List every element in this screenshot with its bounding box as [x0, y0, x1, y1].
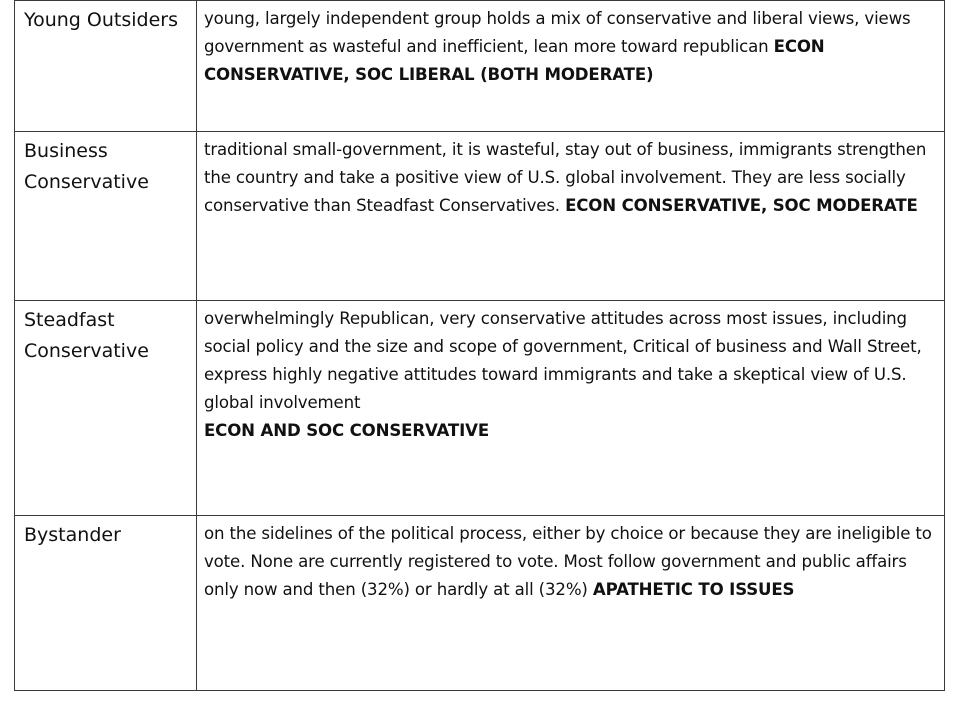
table-row-young-outsiders [15, 1, 945, 132]
group-name-cell [15, 516, 197, 691]
group-description: traditional small-government, it is wasteful, stay out of business, immigrants strengthen the country and take a positive view of U.S. global involvement. They are less socially conservative than Steadfast Conservatives. [204, 140, 927, 215]
group-name: Steadfast Conservative [24, 309, 149, 362]
group-classification: ECON CONSERVATIVE, SOC LIBERAL (BOTH MODERATE) [204, 37, 825, 84]
group-name-cell [15, 1, 197, 132]
group-name-cell [15, 301, 197, 516]
group-name: Young Outsiders [24, 9, 178, 31]
group-name: Bystander [24, 524, 121, 546]
description-cell [197, 516, 945, 691]
group-description: young, largely independent group holds a mix of conservative and liberal views, views government as wasteful and inefficient, lean more toward republican [204, 9, 911, 56]
political-typology-table [14, 0, 945, 691]
description-cell [197, 132, 945, 301]
description-cell [197, 1, 945, 132]
group-name: Business Conservative [24, 140, 149, 193]
group-description: overwhelmingly Republican, very conservative attitudes across most issues, including social policy and the size and scope of government, Critical of business and Wall Street, express highly negative attitudes toward immigrants and take a skeptical view of U.S. global involvement [204, 309, 922, 412]
group-classification: APATHETIC TO ISSUES [592, 580, 795, 599]
group-classification: ECON CONSERVATIVE, SOC MODERATE [565, 196, 918, 215]
group-classification: ECON AND SOC CONSERVATIVE [204, 421, 490, 440]
table-row-business-conservative [15, 132, 945, 301]
group-description: on the sidelines of the political process, either by choice or because they are ineligible to vote. None are currently registered to vote. Most follow government and public affairs only now and then (32%) or hardly at all (32%) [204, 524, 932, 599]
description-cell [197, 301, 945, 516]
table-row-bystander [15, 516, 945, 691]
table-row-steadfast-conservative [15, 301, 945, 516]
group-name-cell [15, 132, 197, 301]
